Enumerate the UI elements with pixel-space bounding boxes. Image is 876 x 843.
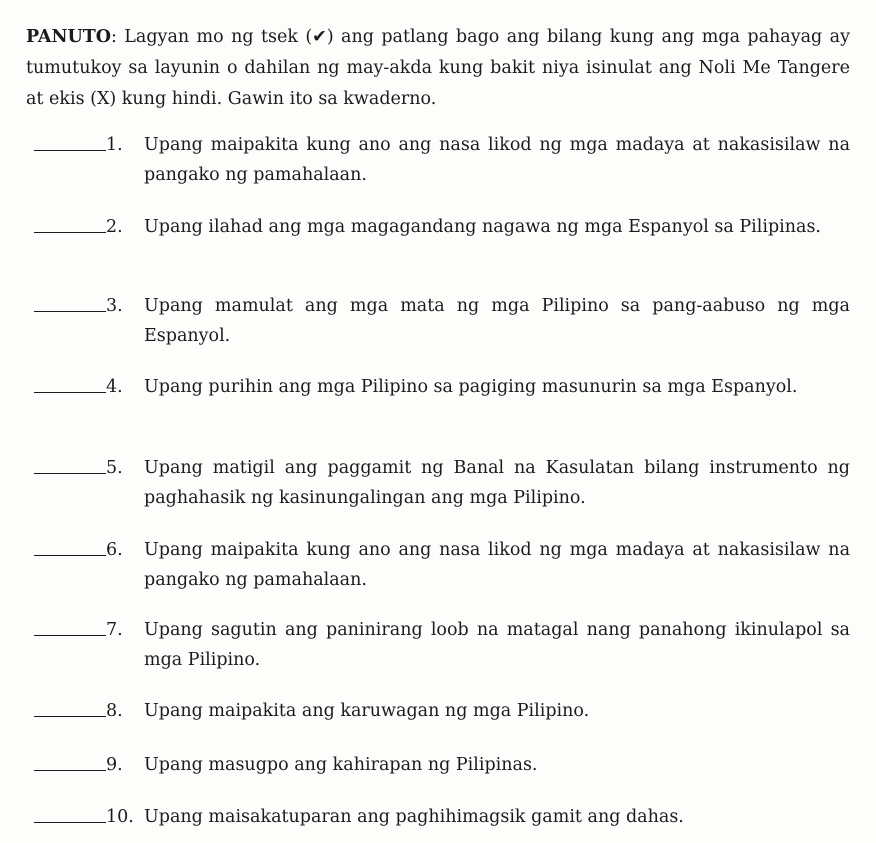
item-text: Upang maipakita kung ano ang nasa likod ng mga madaya at nakasisilaw na pangako ng pamahalaan. [144, 135, 850, 185]
list-item [34, 535, 850, 595]
instructions [26, 22, 850, 115]
item-number: 7. [106, 620, 123, 640]
item-number: 8. [106, 701, 123, 721]
item-text: Upang matigil ang paggamit ng Banal na Kasulatan bilang instrumento ng paghahasik ng kasinungalingan ang mga Pilipino. [144, 458, 850, 508]
item-number: 3. [106, 296, 123, 316]
answer-blank[interactable] [34, 635, 106, 636]
list-item [34, 372, 850, 402]
item-number: 6. [106, 540, 123, 560]
list-item [34, 750, 850, 780]
list-item [34, 615, 850, 675]
list-item [34, 453, 850, 513]
item-number: 9. [106, 755, 123, 775]
item-text: Upang maisakatuparan ang paghihimagsik gamit ang dahas. [144, 807, 684, 827]
answer-blank[interactable] [34, 473, 106, 474]
instructions-text: : Lagyan mo ng tsek (✔) ang patlang bago ang bilang kung ang mga pahayag ay tumutukoy sa layunin o dahilan ng may-akda kung bakit niya isinulat ang Noli Me Tangere at ekis (X) kung hindi. Gawin ito sa kwaderno. [26, 27, 850, 109]
item-text: Upang maipakita ang karuwagan ng mga Pilipino. [144, 701, 590, 721]
item-text: Upang sagutin ang paninirang loob na matagal nang panahong ikinulapol sa mga Pilipino. [144, 620, 850, 670]
item-number: 5. [106, 458, 123, 478]
answer-blank[interactable] [34, 150, 106, 151]
item-number: 1. [106, 135, 123, 155]
list-item [34, 291, 850, 351]
item-text: Upang masugpo ang kahirapan ng Pilipinas. [144, 755, 538, 775]
answer-blank[interactable] [34, 555, 106, 556]
item-text: Upang maipakita kung ano ang nasa likod ng mga madaya at nakasisilaw na pangako ng pamahalaan. [144, 540, 850, 590]
list-item [34, 696, 850, 726]
item-number: 10. [106, 807, 134, 827]
item-text: Upang ilahad ang mga magagandang nagawa ng mga Espanyol sa Pilipinas. [144, 217, 821, 237]
item-text: Upang purihin ang mga Pilipino sa pagiging masunurin sa mga Espanyol. [144, 377, 798, 397]
item-number: 4. [106, 377, 123, 397]
instructions-label: PANUTO [26, 27, 111, 47]
item-number: 2. [106, 217, 123, 237]
item-text: Upang mamulat ang mga mata ng mga Pilipino sa pang-aabuso ng mga Espanyol. [144, 296, 850, 346]
answer-blank[interactable] [34, 232, 106, 233]
answer-blank[interactable] [34, 770, 106, 771]
answer-blank[interactable] [34, 822, 106, 823]
answer-blank[interactable] [34, 392, 106, 393]
list-item [34, 212, 850, 242]
list-item [34, 130, 850, 190]
answer-blank[interactable] [34, 311, 106, 312]
answer-blank[interactable] [34, 716, 106, 717]
list-item [34, 802, 850, 832]
